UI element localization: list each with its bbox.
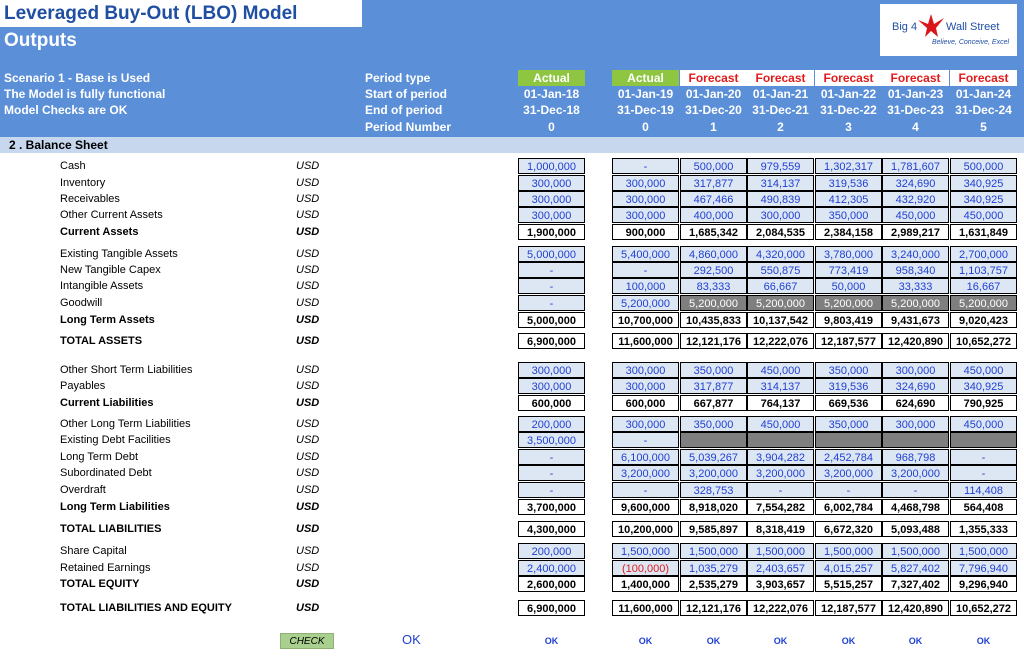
table-cell[interactable]: 773,419 (815, 262, 882, 278)
table-cell[interactable]: 1,781,607 (882, 158, 949, 174)
table-cell[interactable]: 2,403,657 (747, 560, 814, 576)
table-cell[interactable]: 16,667 (950, 278, 1017, 294)
section-title: 2 . Balance Sheet (0, 137, 1024, 153)
period-num-3: 1 (710, 120, 717, 134)
row-unit: USD (296, 364, 320, 376)
row-unit: USD (296, 280, 320, 292)
table-cell[interactable]: 3,200,000 (747, 465, 814, 481)
table-cell[interactable]: 300,000 (612, 191, 679, 207)
period-type-label: Period type (365, 71, 431, 85)
table-cell[interactable]: 12,222,076 (747, 333, 814, 349)
table-cell[interactable]: 314,137 (747, 378, 814, 394)
table-cell[interactable]: 900,000 (612, 224, 679, 240)
table-cell[interactable]: 6,002,784 (815, 499, 882, 515)
period-end-1: 31-Dec-18 (523, 103, 580, 117)
table-cell[interactable]: 9,296,940 (950, 576, 1017, 592)
table-cell[interactable]: 300,000 (612, 175, 679, 191)
status-checks: Model Checks are OK (4, 103, 128, 117)
row-label: TOTAL EQUITY (60, 578, 140, 590)
table-cell[interactable]: 9,431,673 (882, 312, 949, 328)
row-unit: USD (296, 418, 320, 430)
table-cell[interactable]: 319,536 (815, 378, 882, 394)
table-cell[interactable]: 412,305 (815, 191, 882, 207)
table-cell[interactable]: 324,690 (882, 378, 949, 394)
table-cell[interactable]: 4,468,798 (882, 499, 949, 515)
table-cell[interactable] (950, 432, 1017, 448)
table-cell[interactable]: 667,877 (680, 395, 747, 411)
logo-tagline: Believe, Conceive, Excel (932, 39, 1010, 46)
check-status-1: OK (544, 636, 559, 646)
table-cell[interactable]: 450,000 (950, 362, 1017, 378)
row-unit: USD (296, 248, 320, 260)
table-cell[interactable]: 10,652,272 (950, 600, 1017, 616)
table-cell[interactable]: 6,900,000 (518, 600, 585, 616)
table-cell[interactable]: 350,000 (815, 362, 882, 378)
table-cell[interactable]: 564,408 (950, 499, 1017, 515)
row-unit: USD (296, 193, 320, 205)
table-cell[interactable]: 2,989,217 (882, 224, 949, 240)
table-cell[interactable]: 2,452,784 (815, 449, 882, 465)
table-cell[interactable]: 3,700,000 (518, 499, 585, 515)
row-label: Overdraft (60, 484, 106, 496)
table-cell[interactable]: 83,333 (680, 278, 747, 294)
table-cell[interactable]: 3,904,282 (747, 449, 814, 465)
table-cell[interactable]: 3,500,000 (518, 432, 585, 448)
check-label: CHECK (280, 633, 334, 649)
table-cell[interactable]: 5,093,488 (882, 521, 949, 537)
table-cell[interactable]: 2,400,000 (518, 560, 585, 576)
period-end-7: 31-Dec-24 (955, 103, 1012, 117)
period-start-3: 01-Jan-20 (685, 87, 742, 101)
row-label: Subordinated Debt (60, 467, 152, 479)
row-unit: USD (296, 209, 320, 221)
row-label: Current Liabilities (60, 397, 154, 409)
row-unit: USD (296, 434, 320, 446)
period-type-7: Forecast (950, 70, 1017, 86)
table-cell[interactable]: 324,690 (882, 175, 949, 191)
table-cell[interactable]: 600,000 (518, 395, 585, 411)
row-unit: USD (296, 177, 320, 189)
row-unit: USD (296, 314, 320, 326)
table-cell[interactable]: 12,121,176 (680, 600, 747, 616)
table-cell[interactable]: 6,672,320 (815, 521, 882, 537)
table-cell[interactable]: 432,920 (882, 191, 949, 207)
table-cell[interactable]: 5,400,000 (612, 246, 679, 262)
period-start-4: 01-Jan-21 (752, 87, 809, 101)
table-cell[interactable]: 1,500,000 (950, 543, 1017, 559)
table-cell[interactable]: 2,600,000 (518, 576, 585, 592)
table-cell[interactable]: 11,600,000 (612, 333, 679, 349)
table-cell[interactable]: 764,137 (747, 395, 814, 411)
period-end-5: 31-Dec-22 (820, 103, 877, 117)
table-cell[interactable]: 790,925 (950, 395, 1017, 411)
table-cell[interactable]: 12,187,577 (815, 333, 882, 349)
period-start-2: 01-Jan-19 (617, 87, 674, 101)
row-label: Existing Debt Facilities (60, 434, 171, 446)
table-cell[interactable]: 12,121,176 (680, 333, 747, 349)
table-cell[interactable]: - (518, 449, 585, 465)
period-type-1: Actual (518, 70, 585, 86)
table-cell[interactable]: 450,000 (950, 207, 1017, 223)
table-cell[interactable]: 4,860,000 (680, 246, 747, 262)
table-cell[interactable]: - (612, 432, 679, 448)
table-cell[interactable]: - (747, 482, 814, 498)
table-cell[interactable]: 300,000 (612, 378, 679, 394)
table-cell[interactable]: 1,685,342 (680, 224, 747, 240)
table-cell[interactable]: 340,925 (950, 191, 1017, 207)
row-label: Cash (60, 160, 86, 172)
table-cell[interactable]: 1,900,000 (518, 224, 585, 240)
table-cell[interactable]: - (518, 262, 585, 278)
table-cell[interactable]: - (612, 158, 679, 174)
period-type-4: Forecast (747, 70, 814, 86)
period-num-6: 4 (912, 120, 919, 134)
table-cell[interactable]: 5,200,000 (680, 295, 747, 311)
table-cell[interactable]: 1,500,000 (815, 543, 882, 559)
status-scenario: Scenario 1 - Base is Used (4, 71, 151, 85)
table-cell[interactable]: 4,320,000 (747, 246, 814, 262)
row-unit: USD (296, 523, 320, 535)
table-cell[interactable]: 12,420,890 (882, 333, 949, 349)
table-cell[interactable]: 1,000,000 (518, 158, 585, 174)
table-cell[interactable]: 1,355,333 (950, 521, 1017, 537)
row-label: Existing Tangible Assets (60, 248, 178, 260)
row-unit: USD (296, 226, 320, 238)
period-number-label: Period Number (365, 120, 452, 134)
table-cell[interactable]: 10,435,833 (680, 312, 747, 328)
table-cell[interactable]: 6,900,000 (518, 333, 585, 349)
table-cell[interactable]: - (518, 295, 585, 311)
period-num-5: 3 (845, 120, 852, 134)
table-cell[interactable]: 2,535,279 (680, 576, 747, 592)
table-cell[interactable]: 8,318,419 (747, 521, 814, 537)
table-cell[interactable]: 100,000 (612, 278, 679, 294)
row-label: Other Long Term Liabilities (60, 418, 191, 430)
table-cell[interactable]: 600,000 (612, 395, 679, 411)
table-cell[interactable]: 340,925 (950, 175, 1017, 191)
row-unit: USD (296, 484, 320, 496)
table-cell[interactable]: 10,137,542 (747, 312, 814, 328)
table-cell[interactable]: 9,020,423 (950, 312, 1017, 328)
page-subtitle: Outputs (4, 30, 77, 51)
table-cell[interactable]: 467,466 (680, 191, 747, 207)
table-cell[interactable]: 3,200,000 (882, 465, 949, 481)
table-cell[interactable]: 5,200,000 (882, 295, 949, 311)
check-status-5: OK (841, 636, 856, 646)
table-cell[interactable]: 3,903,657 (747, 576, 814, 592)
table-cell[interactable]: 1,631,849 (950, 224, 1017, 240)
row-label: TOTAL ASSETS (60, 335, 143, 347)
row-unit: USD (296, 545, 320, 557)
table-cell[interactable]: 550,875 (747, 262, 814, 278)
period-num-4: 2 (777, 120, 784, 134)
status-functional: The Model is fully functional (4, 87, 166, 101)
row-label: TOTAL LIABILITIES (60, 523, 162, 535)
table-cell[interactable]: - (518, 465, 585, 481)
company-logo (880, 4, 1017, 56)
table-cell[interactable]: 500,000 (680, 158, 747, 174)
period-num-2: 0 (642, 120, 649, 134)
period-type-5: Forecast (815, 70, 882, 86)
table-cell[interactable]: 300,000 (747, 207, 814, 223)
eagle-icon (916, 10, 946, 40)
table-cell[interactable]: 1,500,000 (612, 543, 679, 559)
table-cell[interactable]: - (950, 449, 1017, 465)
check-status-6: OK (908, 636, 923, 646)
table-cell[interactable]: 300,000 (612, 207, 679, 223)
table-cell[interactable]: 958,340 (882, 262, 949, 278)
table-cell[interactable]: 350,000 (680, 362, 747, 378)
table-cell[interactable] (882, 432, 949, 448)
period-start-1: 01-Jan-18 (523, 87, 580, 101)
period-start-5: 01-Jan-22 (820, 87, 877, 101)
table-cell[interactable]: 33,333 (882, 278, 949, 294)
table-cell[interactable]: 7,327,402 (882, 576, 949, 592)
overall-check-status: OK (402, 632, 421, 647)
table-cell[interactable]: 9,600,000 (612, 499, 679, 515)
table-cell[interactable]: 350,000 (815, 207, 882, 223)
table-cell[interactable]: 3,780,000 (815, 246, 882, 262)
table-cell[interactable]: 450,000 (747, 416, 814, 432)
row-label: New Tangible Capex (60, 264, 161, 276)
row-label: Intangible Assets (60, 280, 144, 292)
row-label: Long Term Debt (60, 451, 139, 463)
table-cell[interactable]: 2,384,158 (815, 224, 882, 240)
row-unit: USD (296, 467, 320, 479)
table-cell[interactable]: 292,500 (680, 262, 747, 278)
table-cell[interactable]: 300,000 (612, 362, 679, 378)
table-cell[interactable] (815, 432, 882, 448)
table-cell[interactable]: 1,500,000 (680, 543, 747, 559)
period-start-6: 01-Jan-23 (887, 87, 944, 101)
period-type-3: Forecast (680, 70, 747, 86)
table-cell[interactable]: 1,302,317 (815, 158, 882, 174)
period-num-7: 5 (980, 120, 987, 134)
logo-text-right: Wall Street (946, 21, 1000, 33)
table-cell[interactable]: 1,400,000 (612, 576, 679, 592)
row-unit: USD (296, 578, 320, 590)
table-cell[interactable]: 4,300,000 (518, 521, 585, 537)
period-type-2: Actual (612, 70, 679, 86)
table-cell[interactable]: 400,000 (680, 207, 747, 223)
table-cell[interactable]: 319,536 (815, 175, 882, 191)
period-end-2: 31-Dec-19 (617, 103, 674, 117)
check-status-4: OK (773, 636, 788, 646)
table-cell[interactable]: 11,600,000 (612, 600, 679, 616)
table-cell[interactable]: 50,000 (815, 278, 882, 294)
row-unit: USD (296, 297, 320, 309)
table-cell[interactable]: - (882, 482, 949, 498)
table-cell[interactable]: 2,700,000 (950, 246, 1017, 262)
table-cell[interactable]: 450,000 (747, 362, 814, 378)
table-cell[interactable]: 300,000 (518, 362, 585, 378)
table-cell[interactable]: 968,798 (882, 449, 949, 465)
period-num-1: 0 (548, 120, 555, 134)
table-cell[interactable]: 6,100,000 (612, 449, 679, 465)
table-cell[interactable]: 1,103,757 (950, 262, 1017, 278)
table-cell[interactable]: 300,000 (612, 416, 679, 432)
table-cell[interactable]: 328,753 (680, 482, 747, 498)
row-label: Retained Earnings (60, 562, 151, 574)
period-end-4: 31-Dec-21 (752, 103, 809, 117)
table-cell[interactable]: 5,000,000 (518, 312, 585, 328)
table-cell[interactable]: 5,000,000 (518, 246, 585, 262)
table-cell[interactable]: 624,690 (882, 395, 949, 411)
row-unit: USD (296, 335, 320, 347)
check-status-3: OK (706, 636, 721, 646)
table-cell[interactable]: 300,000 (518, 175, 585, 191)
table-cell[interactable]: 4,015,257 (815, 560, 882, 576)
table-cell[interactable]: 200,000 (518, 416, 585, 432)
table-cell[interactable]: 3,200,000 (612, 465, 679, 481)
row-label: Current Assets (60, 226, 139, 238)
table-cell[interactable]: 500,000 (950, 158, 1017, 174)
table-cell[interactable]: 3,200,000 (815, 465, 882, 481)
table-cell[interactable]: - (612, 482, 679, 498)
period-start-label: Start of period (365, 87, 448, 101)
table-cell[interactable]: 1,035,279 (680, 560, 747, 576)
period-end-3: 31-Dec-20 (685, 103, 742, 117)
table-cell[interactable] (680, 432, 747, 448)
row-unit: USD (296, 451, 320, 463)
table-cell[interactable]: - (518, 482, 585, 498)
table-cell[interactable]: 5,200,000 (612, 295, 679, 311)
table-cell[interactable]: 10,652,272 (950, 333, 1017, 349)
row-label: Other Current Assets (60, 209, 163, 221)
table-cell[interactable]: 5,200,000 (950, 295, 1017, 311)
table-cell[interactable]: 9,803,419 (815, 312, 882, 328)
table-cell[interactable]: 10,200,000 (612, 521, 679, 537)
table-cell[interactable]: 5,039,267 (680, 449, 747, 465)
table-cell[interactable]: 8,918,020 (680, 499, 747, 515)
page-title: Leveraged Buy-Out (LBO) Model (0, 0, 362, 27)
table-cell[interactable]: 5,827,402 (882, 560, 949, 576)
table-cell[interactable]: 317,877 (680, 378, 747, 394)
table-cell[interactable]: 669,536 (815, 395, 882, 411)
table-cell[interactable]: 9,585,897 (680, 521, 747, 537)
table-cell[interactable]: 300,000 (518, 378, 585, 394)
period-end-6: 31-Dec-23 (887, 103, 944, 117)
table-cell[interactable]: 350,000 (680, 416, 747, 432)
table-cell[interactable]: 450,000 (950, 416, 1017, 432)
row-unit: USD (296, 264, 320, 276)
table-cell[interactable]: 7,796,940 (950, 560, 1017, 576)
table-cell[interactable]: 300,000 (882, 362, 949, 378)
table-cell[interactable]: 12,187,577 (815, 600, 882, 616)
table-cell[interactable]: - (950, 465, 1017, 481)
row-unit: USD (296, 501, 320, 513)
table-cell[interactable]: 3,200,000 (680, 465, 747, 481)
table-cell[interactable]: 7,554,282 (747, 499, 814, 515)
table-cell[interactable]: 450,000 (882, 207, 949, 223)
row-label: Long Term Assets (60, 314, 155, 326)
row-unit: USD (296, 562, 320, 574)
table-cell[interactable]: (100,000) (612, 560, 679, 576)
row-label: Payables (60, 380, 106, 392)
table-cell[interactable]: 114,408 (950, 482, 1017, 498)
table-cell[interactable]: - (612, 262, 679, 278)
period-end-label: End of period (365, 103, 443, 117)
table-cell[interactable]: 350,000 (815, 416, 882, 432)
table-cell[interactable]: 317,877 (680, 175, 747, 191)
table-cell[interactable]: 300,000 (518, 191, 585, 207)
row-unit: USD (296, 397, 320, 409)
table-cell[interactable]: 5,200,000 (815, 295, 882, 311)
table-cell[interactable]: 340,925 (950, 378, 1017, 394)
table-cell[interactable]: 66,667 (747, 278, 814, 294)
table-cell[interactable]: 300,000 (882, 416, 949, 432)
row-unit: USD (296, 160, 320, 172)
row-label: Share Capital (60, 545, 127, 557)
row-unit: USD (296, 380, 320, 392)
table-cell[interactable]: 200,000 (518, 543, 585, 559)
table-cell[interactable]: 2,084,535 (747, 224, 814, 240)
row-label: TOTAL LIABILITIES AND EQUITY (60, 602, 232, 614)
logo-text-left: Big 4 (892, 21, 918, 33)
table-cell[interactable]: 12,420,890 (882, 600, 949, 616)
row-label: Goodwill (60, 297, 103, 309)
check-status-2: OK (638, 636, 653, 646)
row-label: Other Short Term Liabilities (60, 364, 193, 376)
period-start-7: 01-Jan-24 (955, 87, 1012, 101)
table-cell[interactable]: 12,222,076 (747, 600, 814, 616)
table-cell[interactable]: 300,000 (518, 207, 585, 223)
table-cell[interactable]: - (815, 482, 882, 498)
table-cell[interactable]: 5,200,000 (747, 295, 814, 311)
table-cell[interactable]: 490,839 (747, 191, 814, 207)
table-cell[interactable]: 979,559 (747, 158, 814, 174)
table-cell[interactable]: 3,240,000 (882, 246, 949, 262)
table-cell[interactable]: 314,137 (747, 175, 814, 191)
table-cell[interactable]: 5,515,257 (815, 576, 882, 592)
row-label: Inventory (60, 177, 106, 189)
table-cell[interactable]: 10,700,000 (612, 312, 679, 328)
row-unit: USD (296, 602, 320, 614)
row-label: Long Term Liabilities (60, 501, 170, 513)
period-type-6: Forecast (882, 70, 949, 86)
table-cell[interactable]: - (518, 278, 585, 294)
table-cell[interactable]: 1,500,000 (747, 543, 814, 559)
table-cell[interactable]: 1,500,000 (882, 543, 949, 559)
table-cell[interactable] (747, 432, 814, 448)
row-label: Receivables (60, 193, 120, 205)
check-status-7: OK (976, 636, 991, 646)
